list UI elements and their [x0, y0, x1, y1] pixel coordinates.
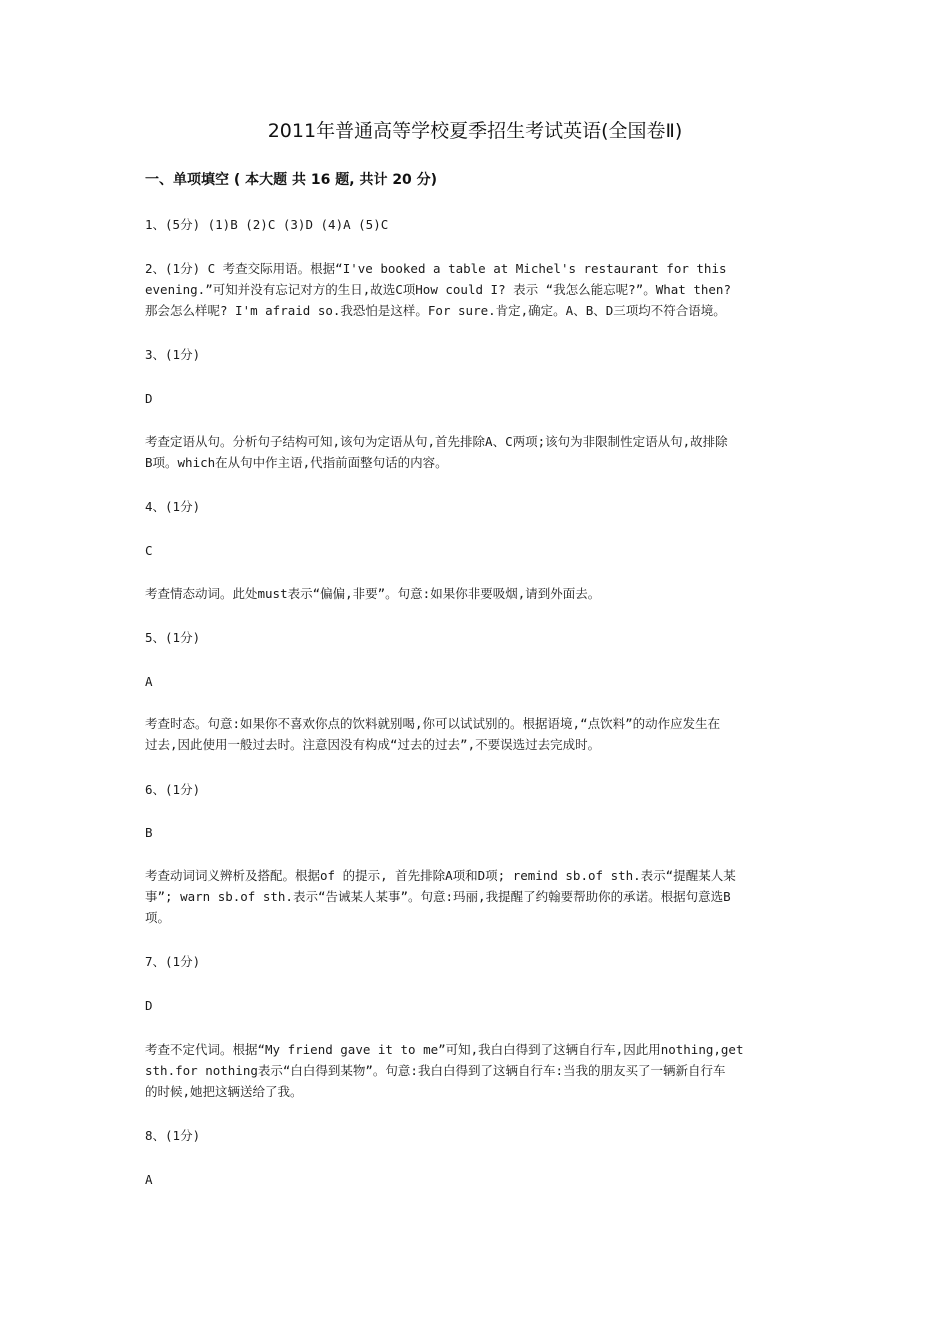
- question-3-line-1: 考查定语从句。分析句子结构可知,该句为定语从句,首先排除A、C两项;该句为非限制性定语从句,故排除: [145, 434, 728, 449]
- question-7-label: 7、(1分): [145, 954, 201, 969]
- question-6-answer: B: [145, 825, 153, 840]
- question-5-line-1: 考查时态。句意:如果你不喜欢你点的饮料就别喝,你可以试试别的。根据语境,“点饮料”的动作应发生在: [145, 716, 721, 731]
- question-6-line-2: 事”; warn sb.of sth.表示“告诫某人某事”。句意:玛丽,我提醒了约翰要帮助你的承诺。根据句意选B: [145, 889, 731, 904]
- question-1-answers: 1、(5分) (1)B (2)C (3)D (4)A (5)C: [145, 217, 389, 232]
- question-5-explanation: [145, 713, 810, 755]
- question-3-explanation: [145, 431, 810, 473]
- question-5-answer: A: [145, 674, 153, 689]
- question-2-line-3: 那会怎么样呢? I'm afraid so.我恐怕是这样。For sure.肯定,确定。A、B、D三项均不符合语境。: [145, 303, 726, 318]
- question-4-line-1: 考查情态动词。此处must表示“偏偏,非要”。句意:如果你非要吸烟,请到外面去。: [145, 586, 601, 601]
- question-7-line-1: 考查不定代词。根据“My friend gave it to me”可知,我白白得到了这辆自行车,因此用nothing,get: [145, 1042, 744, 1057]
- question-2-explanation: [145, 258, 810, 321]
- section-heading: 一、单项填空 ( 本大题 共 16 题, 共计 20 分): [145, 172, 438, 188]
- question-4-explanation: [145, 583, 810, 604]
- document-title: 2011年普通高等学校夏季招生考试英语(全国卷Ⅱ): [267, 120, 683, 142]
- question-8-answer: A: [145, 1172, 153, 1187]
- question-6-explanation: [145, 865, 810, 928]
- question-3-answer: D: [145, 391, 153, 406]
- question-4-answer: C: [145, 543, 153, 558]
- question-7-explanation: [145, 1039, 810, 1102]
- question-5-line-2: 过去,因此使用一般过去时。注意因没有构成“过去的过去”,不要误选过去完成时。: [145, 737, 601, 752]
- question-3-line-2: B项。which在从句中作主语,代指前面整句话的内容。: [145, 455, 448, 470]
- question-6-label: 6、(1分): [145, 782, 201, 797]
- question-6-line-1: 考查动词词义辨析及搭配。根据of 的提示, 首先排除A项和D项; remind sb.of sth.表示“提醒某人某: [145, 868, 736, 883]
- question-8-label: 8、(1分): [145, 1128, 201, 1143]
- question-7-line-2: sth.for nothing表示“白白得到某物”。句意:我白白得到了这辆自行车:当我的朋友买了一辆新自行车: [145, 1063, 726, 1078]
- question-2-line-2: evening.”可知并没有忘记对方的生日,故选C项How could I? 表示 “我怎么能忘呢?”。What then?: [145, 282, 731, 297]
- question-6-line-3: 项。: [145, 910, 171, 925]
- question-7-answer: D: [145, 998, 153, 1013]
- question-7-line-3: 的时候,她把这辆送给了我。: [145, 1084, 303, 1099]
- question-4-label: 4、(1分): [145, 499, 201, 514]
- question-2-line-1: 2、(1分) C 考查交际用语。根据“I've booked a table at Michel's restaurant for this: [145, 261, 727, 276]
- question-5-label: 5、(1分): [145, 630, 201, 645]
- question-3-label: 3、(1分): [145, 347, 201, 362]
